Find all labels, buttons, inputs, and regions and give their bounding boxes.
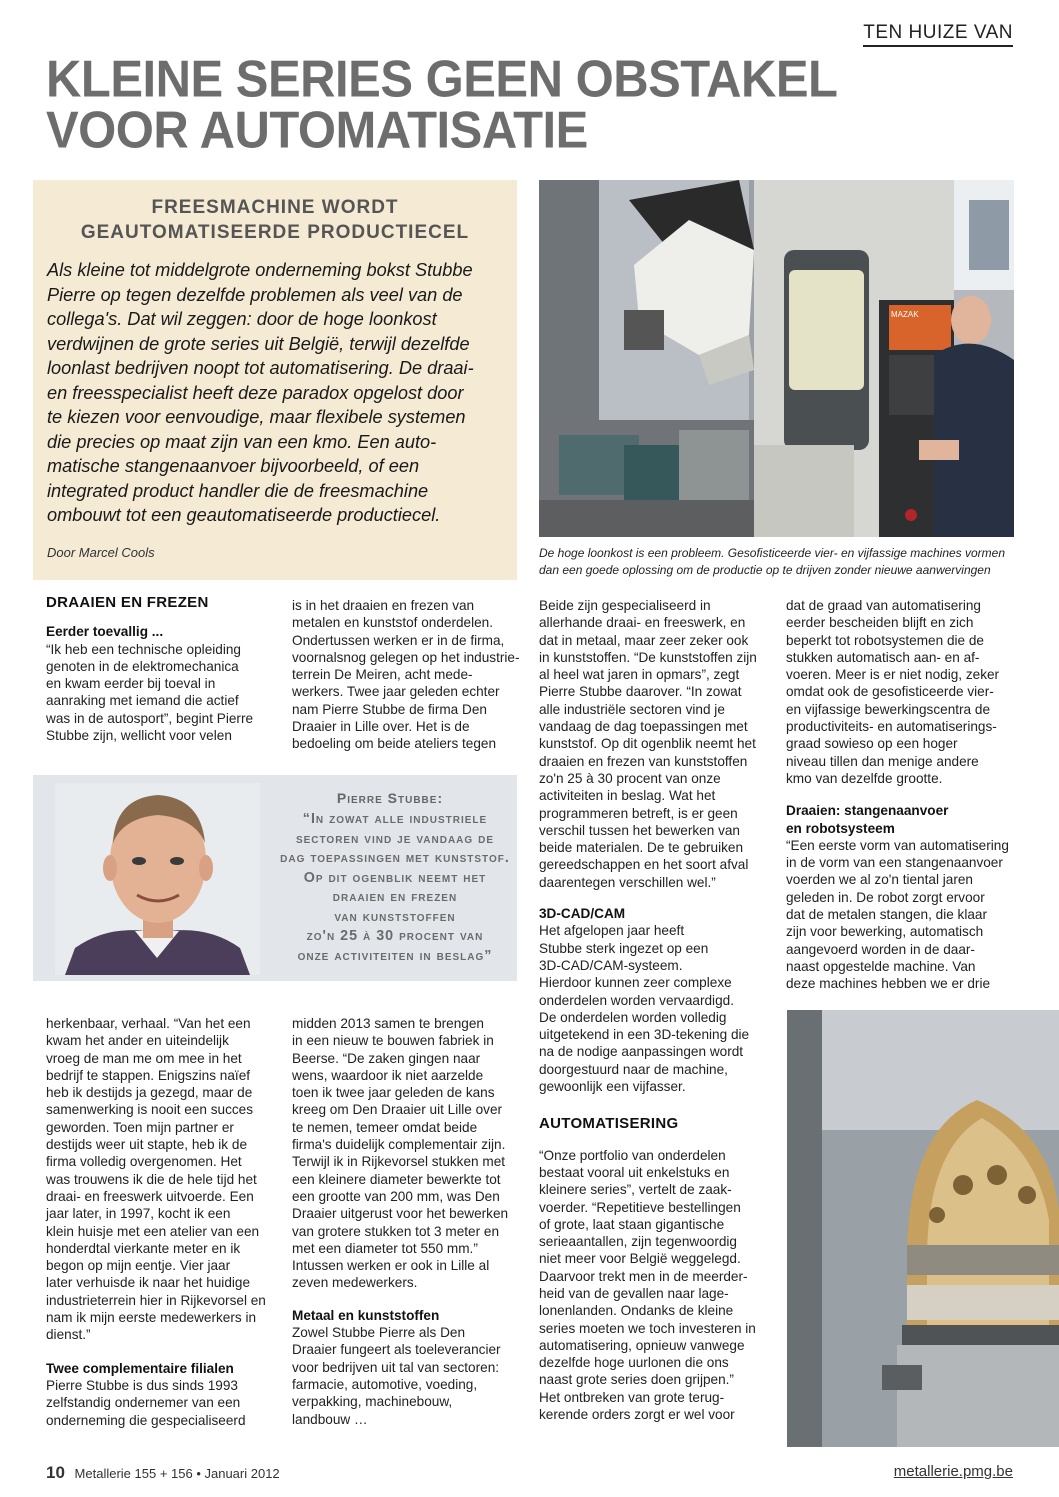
lead-line: te kiezen voor eenvoudige, maar flexibele systemen	[47, 407, 466, 427]
quote-line: sectoren vind je vandaag de	[295, 830, 495, 847]
subheading-line: en robotsysteem	[786, 820, 895, 836]
caption-line: De hoge loonkost is een probleem. Gesofisticeerde vier- en vijfassige machines vormen	[539, 546, 1006, 560]
lead-line: ombouwt tot een geautomatiseerde productiecel.	[47, 505, 441, 525]
text-line: graad sowieso op een hoger	[786, 736, 958, 752]
lead-line: die precies op maat zijn van een kmo. Een auto-	[47, 431, 437, 452]
text-line: kleinere series”, vertelt de zaak-	[539, 1182, 732, 1198]
text-line: serieaantallen, zijn tegenwoordig	[539, 1234, 737, 1250]
section-heading: DRAAIEN EN FREZEN	[46, 594, 209, 611]
text-line: omdat ook de gesofisticeerde vier-	[786, 684, 994, 700]
text-line: later verhuisde ik naar het huidige	[46, 1275, 251, 1291]
text-line: was in de autosport”, begint Pierre	[46, 710, 254, 726]
text-line: activiteiten in beslag. Wat het	[539, 788, 716, 804]
text-line: dat de metalen stangen, die klaar	[786, 907, 988, 923]
text-line: firma's duidelijk complementair zijn.	[292, 1137, 506, 1153]
text-line: onderdelen worden vervaardigd.	[539, 992, 734, 1008]
text-line: landbouw …	[292, 1411, 368, 1427]
website-link[interactable]: metallerie.pmg.be	[893, 1463, 1013, 1480]
text-line: firma volledig overgenomen. Het	[46, 1154, 242, 1170]
text-line: stukken automatisch aan- en af-	[786, 649, 980, 665]
text-line: begon op mijn eentje. Vier jaar	[46, 1258, 231, 1274]
lead-line: loonlast bedrijven noopt tot automatisering. De draai-	[47, 358, 474, 378]
text-line: automatisering, opnieuw vanwege	[539, 1337, 745, 1353]
text-line: Pierre Stubbe is dus sinds 1993	[46, 1377, 238, 1393]
text-line: jaar later, in 1997, kocht ik een	[46, 1206, 231, 1222]
text-line: kmo van dezelfde grootte.	[786, 770, 943, 786]
issue-info: Metallerie 155 + 156 • Januari 2012	[74, 1466, 280, 1481]
text-line: te nemen, temeer omdat beide	[292, 1119, 478, 1135]
text-line: heid van de gevallen naar lage-	[539, 1285, 729, 1301]
text-line: Pierre Stubbe daarover. “In zowat	[539, 684, 742, 700]
machined-part-photo	[787, 1010, 1059, 1447]
text-line: vandaag de dag toepassingen met	[539, 719, 748, 735]
subheading: Eerder toevallig ...	[46, 624, 164, 640]
portrait-photo	[55, 783, 260, 975]
column-3	[539, 597, 775, 1423]
subheading: Twee complementaire filialen	[46, 1360, 234, 1376]
text-line: Beerse. “De zaken gingen naar	[292, 1050, 481, 1066]
quote-line: “In zowat alle industriele	[302, 811, 488, 827]
lead-line: Als kleine tot middelgrote onderneming bokst Stubbe	[47, 260, 473, 280]
text-line: of grote, laat staan gigantische	[539, 1216, 725, 1232]
text-line: voor bedrijven uit tal van sectoren:	[292, 1359, 500, 1375]
text-line: naast grote series doen grijpen.”	[539, 1372, 734, 1388]
lead-line: matische stangenaanvoer bijvoorbeeld, of een	[47, 456, 420, 476]
quote-line: zo'n 25 à 30 procent van	[306, 928, 484, 944]
quote-line: onze activiteiten in beslag”	[297, 947, 493, 964]
text-line: draaien en frezen van kunststoffen	[539, 753, 748, 769]
text-line: programmeren betreft, is er geen	[539, 805, 738, 821]
text-line: heb ik destijds ja gezegd, maar de	[46, 1085, 253, 1101]
intro-subtitle	[33, 195, 517, 245]
text-line: destijds weer uit stapte, heb ik de	[46, 1137, 247, 1153]
text-line: Stubbe zijn, wellicht voor velen	[46, 728, 232, 744]
text-line: bestaat vooral uit enkelstuks en	[539, 1164, 730, 1180]
machine-brand: MAZAK	[891, 310, 919, 319]
text-line: farmacie, automotive, voeding,	[292, 1376, 478, 1392]
pull-quote	[270, 810, 520, 966]
intro-subtitle-line: FREESMACHINE WORDT	[151, 197, 399, 218]
text-line: Het afgelopen jaar heeft	[539, 923, 685, 939]
lead-line: verdwijnen de grote series uit België, terwijl dezelfde	[47, 333, 470, 354]
text-line: een kleinere diameter bewerkte tot	[292, 1171, 501, 1187]
text-line: dezelfde hoge uurlonen die ons	[539, 1355, 729, 1371]
text-line: niet meer voor België weggelegd.	[539, 1251, 741, 1267]
text-line: met een diameter tot 550 mm.”	[292, 1240, 478, 1256]
text-line: vroeg de man me om mee in het	[46, 1050, 242, 1066]
text-line: bedoeling om beide ateliers tegen	[292, 736, 497, 752]
text-line: daarentegen verschillen wel.”	[539, 874, 716, 890]
section-heading: AUTOMATISERING	[539, 1115, 679, 1133]
text-line: genoten in de elektromechanica	[46, 658, 239, 674]
text-line: na de nodige aanpassingen wordt	[539, 1044, 744, 1060]
quote-line: draaien en frezen	[332, 889, 458, 905]
text-line: “Een eerste vorm van automatisering	[786, 837, 1009, 853]
quote-line: Op dit ogenblik neemt het	[303, 869, 487, 886]
text-line: series moeten we toch investeren in	[539, 1320, 756, 1336]
text-line: nam ik mijn eerste medewerkers in	[46, 1310, 257, 1326]
text-line: voeren. Meer is er niet nodig, zeker	[786, 667, 1000, 683]
text-line: uitgetekend in een 3D-tekening die	[539, 1027, 750, 1043]
subheading: Metaal en kunststoffen	[292, 1307, 440, 1323]
text-line: De onderdelen worden volledig	[539, 1009, 727, 1025]
text-line: aangevoerd worden in de daar-	[786, 941, 975, 957]
text-line: midden 2013 samen te brengen	[292, 1016, 484, 1031]
text-line: werkers. Twee jaar geleden echter	[292, 684, 500, 700]
caption-line: dan een goede oplossing om de productie op te drijven zonder nieuwe aanwervingen	[539, 563, 991, 577]
text-line: zijn voor bewerking, automatisch	[786, 924, 984, 940]
text-line: Draaier uitgerust voor het bewerken	[292, 1206, 509, 1222]
subheading	[786, 802, 1021, 837]
text-line: wens, waardoor ik niet aarzelde	[292, 1067, 484, 1083]
text-line: voerden we al zo'n tiental jaren	[786, 872, 973, 888]
text-line: Beide zijn gespecialiseerd in	[539, 598, 711, 613]
text-line: al heel wat jaren in opmars”, zegt	[539, 667, 740, 683]
text-line: kerende orders zorgt er wel voor	[539, 1407, 735, 1423]
text-line: zo'n 25 à 30 procent van onze	[539, 770, 721, 786]
text-line: was trouwens ik die de hele tijd het	[46, 1171, 257, 1187]
text-line: Daarvoor trekt men in de meerder-	[539, 1268, 748, 1284]
headline-line-1: KLEINE SERIES GEEN OBSTAKEL	[46, 50, 838, 109]
text-line: Stubbe sterk ingezet op een	[539, 940, 709, 956]
byline: Door Marcel Cools	[47, 545, 155, 560]
text-line: Zowel Stubbe Pierre als Den	[292, 1325, 466, 1341]
text-line: dienst.”	[46, 1327, 91, 1343]
text-line: honderdtal vierkante meter en ik	[46, 1240, 241, 1256]
intro-subtitle-line: GEAUTOMATISEERDE PRODUCTIECEL	[80, 222, 470, 243]
part-photo-illustration	[787, 1010, 1059, 1447]
machine-photo-illustration	[539, 180, 1014, 537]
lead-line: Pierre op tegen dezelfde problemen als veel van de	[47, 284, 463, 305]
text-line: dat de graad van automatisering	[786, 598, 981, 613]
text-line: Terwijl ik in Rijkevorsel stukken met	[292, 1154, 506, 1170]
section-tag: TEN HUIZE VAN	[863, 22, 1013, 47]
column-2-top	[292, 597, 524, 753]
text-line: beperkt tot robotsystemen die de	[786, 632, 984, 648]
text-line: beide materialen. De te gebruiken	[539, 840, 744, 856]
text-line: lonenlanden. Ondanks de kleine	[539, 1303, 734, 1319]
text-line: voornalsnog gelegen op het industrie-	[292, 649, 520, 665]
text-line: deze machines hebben we er drie	[786, 976, 991, 992]
page-number: 10	[46, 1463, 65, 1482]
machine-photo	[539, 180, 1014, 537]
subheading: 3D-CAD/CAM	[539, 906, 626, 922]
text-line: van grotere stukken tot 3 meter en	[292, 1223, 500, 1239]
text-line: “Ik heb een technische opleiding	[46, 641, 241, 657]
lead-line: collega's. Dat wil zeggen: door de hoge loonkost	[47, 309, 437, 329]
column-1-bottom	[46, 1015, 282, 1429]
quote-line: dag toepassingen met kunststof.	[280, 850, 510, 866]
text-line: geworden. Toen mijn partner er	[46, 1119, 234, 1135]
text-line: Ondertussen werken er in de firma,	[292, 632, 505, 648]
text-line: in kunststoffen. “De kunststoffen zijn	[539, 649, 757, 665]
text-line: is in het draaien en frezen van	[292, 598, 475, 613]
text-line: voerder. “Repetitieve bestellingen	[539, 1199, 741, 1215]
article-headline	[46, 50, 866, 159]
text-line: toen ik twee jaar geleden de kans	[292, 1085, 495, 1101]
text-line: kreeg om Den Draaier uit Lille over	[292, 1102, 503, 1118]
text-line: zelfstandig ondernemer van een	[46, 1395, 241, 1411]
text-line: een grootte van 200 mm, was Den	[292, 1188, 500, 1204]
text-line: nam Pierre Stubbe de firma Den	[292, 701, 487, 717]
text-line: Draaier in Lille over. Het is de	[292, 719, 470, 735]
text-line: bedrijf te stappen. Enigszins naïef	[46, 1067, 251, 1083]
text-line: in de vorm van een stangenaanvoer	[786, 855, 1003, 871]
text-line: en kwam eerder bij toeval in	[46, 676, 216, 692]
text-line: samenwerking is nooit een succes	[46, 1102, 254, 1118]
photo-caption	[539, 545, 1019, 579]
text-line: en vijfassige bewerkingscentra de	[786, 701, 991, 717]
column-1-top	[46, 594, 282, 744]
text-line: gereedschappen en het soort afval	[539, 857, 749, 873]
text-line: draai- en freeswerk uitvoerde. Een	[46, 1188, 254, 1204]
text-line: niveau tillen dan menige andere	[786, 753, 979, 769]
text-line: in een nieuw te bouwen fabriek in	[292, 1033, 494, 1049]
text-line: “Onze portfolio van onderdelen	[539, 1147, 726, 1163]
text-line: allerhande draai- en freeswerk, en	[539, 615, 746, 631]
quote-speaker: Pierre Stubbe:	[336, 790, 444, 806]
text-line: alle industriële sectoren vind je	[539, 701, 725, 717]
text-line: herkenbaar, verhaal. “Van het een	[46, 1016, 251, 1031]
text-line: naast opgestelde machine. Van	[786, 958, 976, 974]
lead-line: integrated product handler die de freesmachine	[47, 480, 429, 501]
intro-lead	[47, 258, 512, 528]
text-line: Het ontbreken van grote terug-	[539, 1389, 725, 1405]
text-line: productiviteits- en automatiserings-	[786, 719, 997, 735]
text-line: dat in metaal, maar zeer zeker ook	[539, 632, 749, 648]
text-line: aanraking met iemand die actief	[46, 693, 239, 709]
text-line: zeven medewerkers.	[292, 1275, 418, 1291]
text-line: 3D-CAD/CAM-systeem.	[539, 957, 683, 973]
text-line: gewoonlijk een vijfasser.	[539, 1079, 686, 1095]
text-line: Hierdoor kunnen zeer complexe	[539, 975, 732, 991]
text-line: Draaier fungeert als toeleverancier	[292, 1342, 501, 1358]
text-line: kwam het ander en uiteindelijk	[46, 1033, 229, 1049]
text-line: terrein De Meiren, acht mede-	[292, 667, 473, 683]
headline-line-2: VOOR AUTOMATISATIE	[46, 101, 588, 159]
page-footer	[46, 1463, 280, 1483]
text-line: geleden in. De robot zorgt ervoor	[786, 889, 985, 905]
portrait-illustration	[55, 783, 260, 975]
text-line: onderneming die gespecialiseerd	[46, 1412, 246, 1428]
text-line: verpakking, machinebouw,	[292, 1394, 453, 1410]
text-line: eerder bescheiden blijft en zich	[786, 615, 974, 631]
column-2-bottom	[292, 1015, 524, 1428]
text-line: klein huisje met een atelier van een	[46, 1223, 260, 1239]
text-line: doorgestuurd naar de machine,	[539, 1061, 728, 1077]
text-line: kunststof. Op dit ogenblik neemt het	[539, 736, 756, 752]
quote-line: van kunststoffen	[334, 908, 456, 925]
text-line: Intussen werken er ook in Lille al	[292, 1258, 490, 1274]
text-line: verschil tussen het bewerken van	[539, 822, 740, 838]
column-4	[786, 597, 1021, 993]
subheading-line: Draaien: stangenaanvoer	[786, 803, 949, 819]
text-line: industrieterrein hier in Rijkevorsel en	[46, 1292, 266, 1308]
lead-line: en freesspecialist heeft deze paradox opgelost door	[47, 382, 464, 403]
text-line: metalen en kunststof onderdelen.	[292, 615, 494, 631]
